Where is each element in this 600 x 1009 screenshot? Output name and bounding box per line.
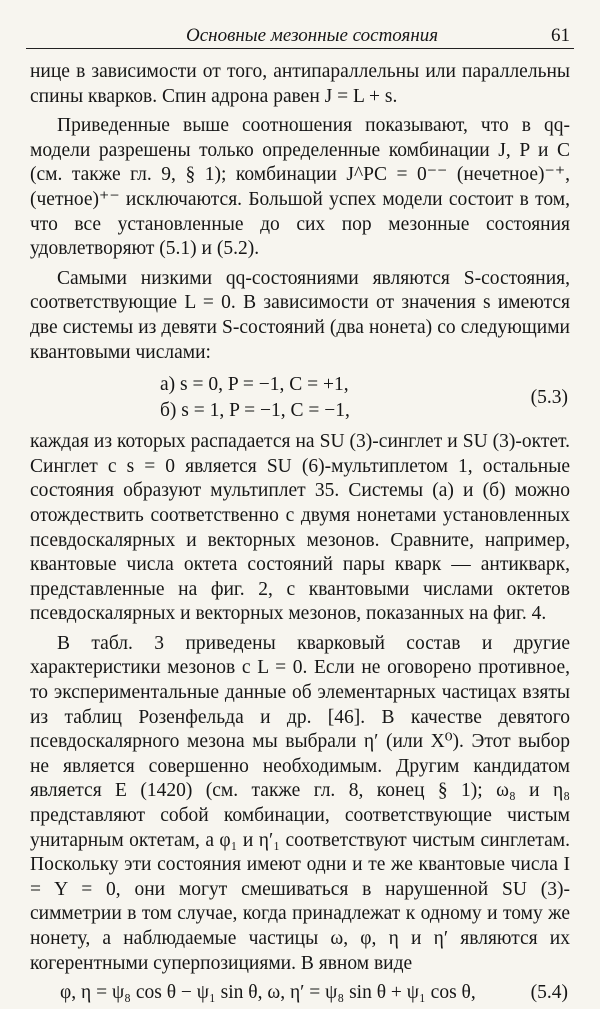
equation-5-3-line-a: а) s = 0, P = −1, C = +1, — [160, 374, 349, 396]
equation-number: (5.3) — [530, 387, 568, 409]
running-title: Основные мезонные состояния — [186, 25, 439, 46]
paragraph-5: В табл. 3 приведены кварковый состав и другие характеристики мезонов с L = 0. Если не оговорено противное, то экспериментальные данные об элементарных частицах взяты из таблиц Розенфельда и др. [46]. В качестве девятого псевдоскалярного мезона мы выбрали η′ (или X⁰). Этот выбор не является совершенно необходимым. Другим кандидатом является E (1420) (см. также гл. 8, конец § 1); ω₈ и η₈ представляют собой комбинации, соответствующие чистым унитарным октетам, а φ₁ и η′₁ соответствуют чистым синглетам. Поскольку эти состояния имеют одни и те же квантовые числа I = Y = 0, они могут смешиваться в нарушенной SU (3)-симметрии в том случае, когда принадлежат к одному и тому же нонету, а наблюдаемые частицы ω, φ, η и η′ являются их когерентными суперпозициями. В явном виде — [30, 632, 570, 974]
page-number: 61 — [551, 25, 570, 46]
page-body — [30, 60, 570, 1009]
paragraph-3: Самыми низкими qq-состояниями являются S-состояния, соответствующие L = 0. В зависимости от значения s имеются две системы из девяти S-состояний (два нонета) со следующими квантовыми числами: — [30, 267, 570, 363]
equation-5-4 — [30, 981, 570, 1009]
paragraph-4: каждая из которых распадается на SU (3)-синглет и SU (3)-октет. Синглет с s = 0 является SU (6)-мультиплетом 1, остальные состояния образуют мультиплет 35. Системы (а) и (б) можно отождествить соответственно с двумя нонетами установленных псевдоскалярных и векторных мезонов. Сравните, например, квантовые числа октета состояний пары кварк — антикварк, представленные на фиг. 2, с квантовыми числами октетов псевдоскалярных и векторных мезонов, показанных на фиг. 4. — [30, 431, 570, 625]
equation-number: (5.4) — [530, 982, 568, 1004]
equation-5-3-line-b: б) s = 1, P = −1, C = −1, — [160, 400, 350, 422]
paragraph-1: нице в зависимости от того, антипараллельны или параллельны спины кварков. Спин адрона равен J = L + s. — [30, 61, 570, 107]
equation-5-4-expression: φ, η = ψ₈ cos θ − ψ₁ sin θ, ω, η′ = ψ₈ sin θ + ψ₁ cos θ, — [60, 982, 476, 1004]
equation-5-3 — [30, 373, 570, 425]
paragraph-2: Приведенные выше соотношения показывают, что в qq-модели разрешены только определенные комбинации J, P и C (см. также гл. 9, § 1); комбинации J^PC = 0⁻⁻ (нечетное)⁻⁺, (четное)⁺⁻ исключаются. Большой успех модели состоит в том, что все установленные до сих пор мезонные состояния удовлетворяют (5.1) и (5.2). — [30, 115, 570, 260]
running-header — [26, 22, 574, 49]
